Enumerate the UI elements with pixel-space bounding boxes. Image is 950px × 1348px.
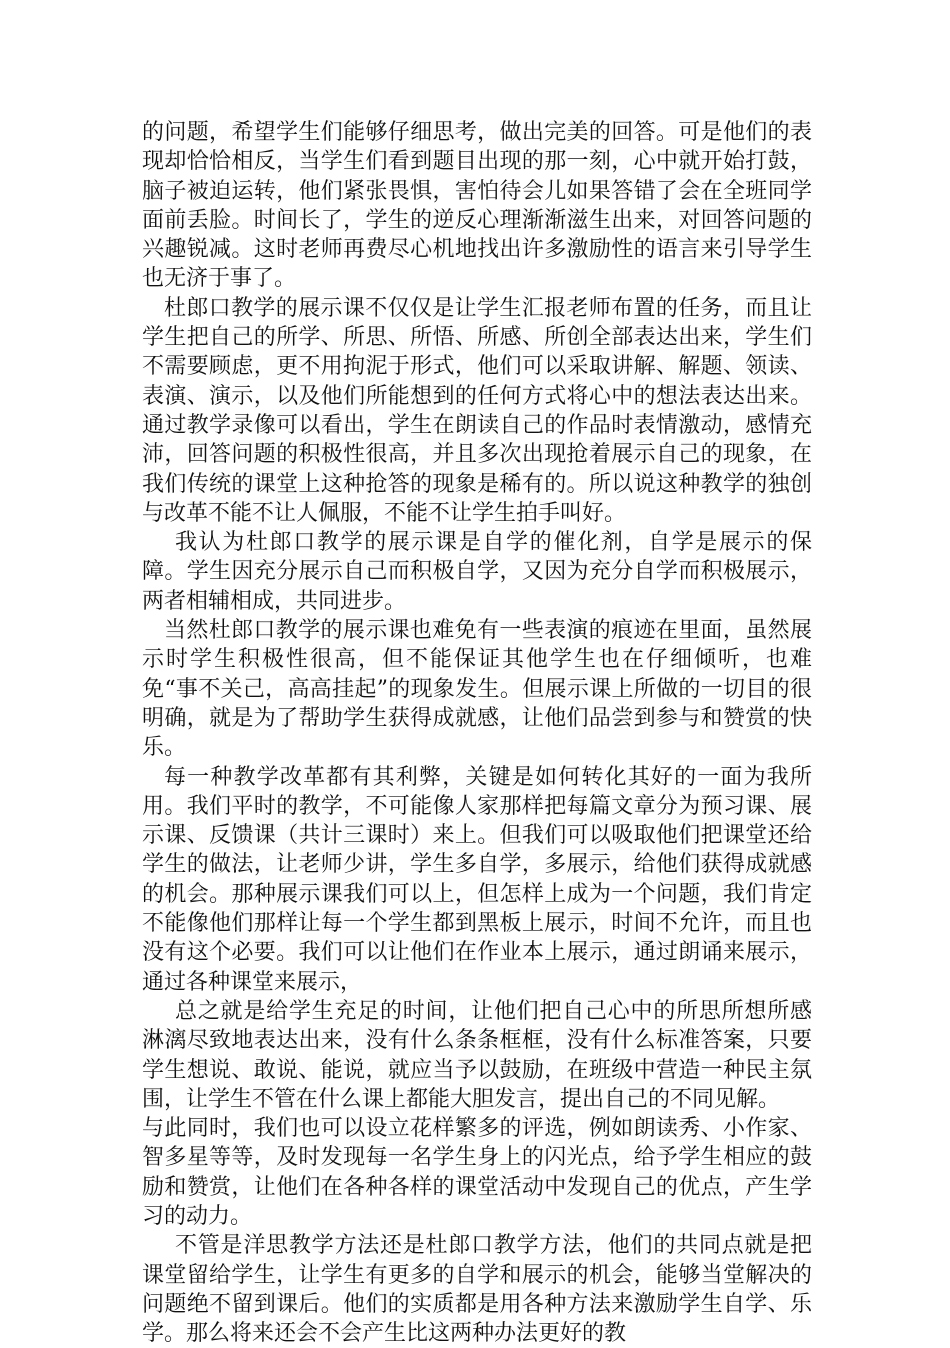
paragraph-2: 杜郎口教学的展示课不仅仅是让学生汇报老师布置的任务，而且让学生把自己的所学、所思、所悟、所感、所创全部表达出来，学生们不需要顾虑，更不用拘泥于形式，他们可以采取讲解、解题、领读、表演、演示，以及他们所能想到的任何方式将心中的想法表达出来。通过教学录像可以看出，学生在朗读自己的作品时表情激动，感情充沛，回答问题的积极性很高，并且多次出现抢着展示自己的现象，在我们传统的课堂上这种抢答的现象是稀有的。所以说这种教学的独创与改革不能不让人佩服，不能不让学生拍手叫好。 — [142, 295, 812, 526]
document-page — [142, 118, 812, 1348]
paragraph-6: 总之就是给学生充足的时间，让他们把自己心中的所思所想所感淋漓尽致地表达出来，没有什么条条框框，没有什么标准答案，只要学生想说、敢说、能说，就应当予以鼓励，在班级中营造一种民主氛围，让学生不管在什么课上都能大胆发言，提出自己的不同见解。 — [142, 998, 812, 1112]
paragraph-5: 每一种教学改革都有其利弊，关键是如何转化其好的一面为我所用。我们平时的教学，不可能像人家那样把每篇文章分为预习课、展示课、反馈课（共计三课时）来上。但我们可以吸取他们把课堂还给学生的做法，让老师少讲，学生多自学，多展示，给他们获得成就感的机会。那种展示课我们可以上，但怎样上成为一个问题，我们肯定不能像他们那样让每一个学生都到黑板上展示，时间不允许，而且也没有这个必要。我们可以让他们在作业本上展示，通过朗诵来展示，通过各种课堂来展示， — [142, 764, 812, 995]
paragraph-4: 当然杜郎口教学的展示课也难免有一些表演的痕迹在里面，虽然展示时学生积极性很高，但不能保证其他学生也在仔细倾听，也难免“事不关己，高高挂起”的现象发生。但展示课上所做的一切目的很明确，就是为了帮助学生获得成就感，让他们品尝到参与和赞赏的快乐。 — [142, 618, 812, 761]
paragraph-3: 我认为杜郎口教学的展示课是自学的催化剂，自学是展示的保障。学生因充分展示自己而积极自学，又因为充分自学而积极展示，两者相辅相成，共同进步。 — [142, 530, 812, 614]
paragraph-1: 的问题，希望学生们能够仔细思考，做出完美的回答。可是他们的表现却恰恰相反，当学生们看到题目出现的那一刻，心中就开始打鼓，脑子被迫运转，他们紧张畏惧，害怕待会儿如果答错了会在全班同学面前丢脸。时间长了，学生的逆反心理渐渐滋生出来，对回答问题的兴趣锐减。这时老师再费尽心机地找出许多激励性的语言来引导学生也无济于事了。 — [142, 120, 812, 292]
paragraph-7: 与此同时，我们也可以设立花样繁多的评选，例如朗读秀、小作家、智多星等等，及时发现每一名学生身上的闪光点，给予学生相应的鼓励和赞赏，让他们在各种各样的课堂活动中发现自己的优点，产生学习的动力。 — [142, 1116, 812, 1229]
paragraph-8: 不管是洋思教学方法还是杜郎口教学方法，他们的共同点就是把课堂留给学生，让学生有更多的自学和展示的机会，能够当堂解决的问题绝不留到课后。他们的实质都是用各种方法来激励学生自学、乐学。那么将来还会不会产生比这两种办法更好的教 — [142, 1233, 812, 1347]
